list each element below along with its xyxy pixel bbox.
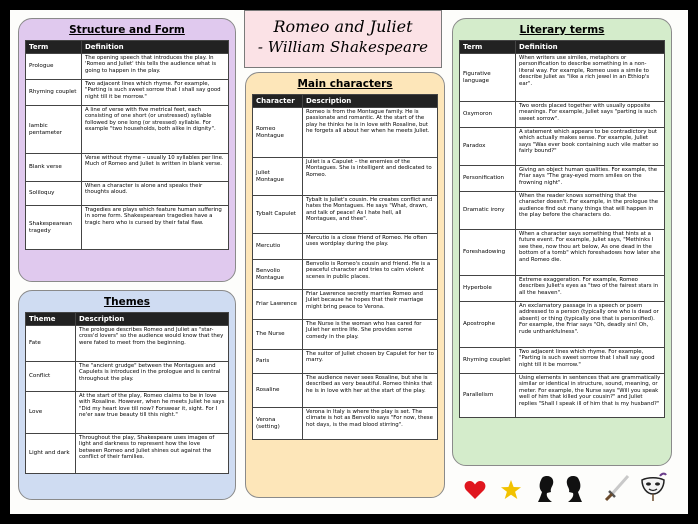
row-definition: Verona in Italy is where the play is set. The climate is hot as Benvolio says "For now, these hot days, is the mad blood stirring". bbox=[303, 408, 438, 440]
table-row bbox=[460, 348, 665, 374]
table-row bbox=[253, 408, 438, 440]
table-row bbox=[460, 302, 665, 348]
column-header-definition: Definition bbox=[82, 41, 229, 54]
row-definition: Tybalt is Juliet's cousin. He creates conflict and hates the Montagues. He says "What, drawn, and talk of peace! As I hate hell, all Montagues, and thee". bbox=[303, 196, 438, 234]
row-term: The Nurse bbox=[253, 320, 303, 350]
row-term: Light and dark bbox=[26, 434, 76, 474]
row-definition: The "ancient grudge" between the Montagues and Capulets is introduced in the prologue and is central throughout the play. bbox=[76, 362, 229, 392]
table-header-row bbox=[26, 41, 229, 54]
row-term: Mercutio bbox=[253, 234, 303, 260]
themes-panel bbox=[18, 290, 236, 500]
row-definition: The audience never sees Rosaline, but she is described as very beautiful. Romeo thinks that he is in love with her at the start of the play. bbox=[303, 374, 438, 408]
row-definition: At the start of the play, Romeo claims to be in love with Rosaline. However, when he meets Juliet he says "Did my heart love till now? Forswear it, sight. For I ne'er saw true beauty till this night." bbox=[76, 392, 229, 434]
row-term: Love bbox=[26, 392, 76, 434]
table-row bbox=[253, 196, 438, 234]
row-term: Foreshadowing bbox=[460, 230, 516, 276]
table-header-row bbox=[26, 313, 229, 326]
row-term: Personification bbox=[460, 166, 516, 192]
row-term: Verona (setting) bbox=[253, 408, 303, 440]
row-definition: Using elements in sentences that are grammatically similar or identical in structure, sound, meaning, or meter. For example, the Nurse says "Will you speak well of him that killed your cousin?" and Juliet replies "Shall I speak ill of him that is my husband?" bbox=[516, 374, 665, 418]
table-row bbox=[460, 166, 665, 192]
structure-heading: Structure and Form bbox=[69, 24, 185, 36]
table-row bbox=[460, 192, 665, 230]
heart-icon bbox=[464, 480, 486, 504]
table-row bbox=[253, 158, 438, 196]
row-definition: A statement which appears to be contradictory but which actually makes sense. For example, Juliet says "Was ever book containing such vile matter so fairly bound?" bbox=[516, 128, 665, 166]
table-row bbox=[26, 54, 229, 80]
row-term: Hyperbole bbox=[460, 276, 516, 302]
table-row bbox=[460, 230, 665, 276]
row-definition: Tragedies are plays which feature human suffering in some form. Shakespearean tragedies have a tragic hero who is cursed by their fatal flaw. bbox=[82, 206, 229, 250]
themes-table bbox=[25, 312, 229, 474]
row-term: Blank verse bbox=[26, 154, 82, 182]
table-row bbox=[26, 80, 229, 106]
silhouette-male-icon bbox=[562, 474, 586, 506]
row-term: Romeo Montague bbox=[253, 108, 303, 158]
column-header-description: Description bbox=[76, 313, 229, 326]
row-definition: The Nurse is the woman who has cared for Juliet her entire life. She provides some comedy in the play. bbox=[303, 320, 438, 350]
characters-heading: Main characters bbox=[297, 78, 393, 90]
row-term: Iambic pentameter bbox=[26, 106, 82, 154]
row-definition: The opening speech that introduces the play. In 'Romeo and Juliet' this tells the audience what is going to happen in the play. bbox=[82, 54, 229, 80]
row-definition: The prologue describes Romeo and Juliet as "star-cross'd lovers" so the audience would know that they were fated to meet from the beginning. bbox=[76, 326, 229, 362]
table-row bbox=[460, 54, 665, 102]
main-characters-panel bbox=[245, 72, 445, 498]
table-row bbox=[26, 392, 229, 434]
row-definition: Extreme exaggeration. For example, Romeo describes Juliet's eyes as "two of the fairest stars in all the heaven". bbox=[516, 276, 665, 302]
column-header-character: Character bbox=[253, 95, 303, 108]
row-definition: Benvolio is Romeo's cousin and friend. He is a peaceful character and tries to calm violent scenes in public places. bbox=[303, 260, 438, 290]
row-definition: Romeo is from the Montague family. He is passionate and romantic. At the start of the play he thinks he is in love with Rosaline, but he forgets all about her when he meets Juliet. bbox=[303, 108, 438, 158]
row-term: Rhyming couplet bbox=[460, 348, 516, 374]
silhouette-female-icon bbox=[534, 474, 558, 506]
row-definition: The suitor of Juliet chosen by Capulet for her to marry. bbox=[303, 350, 438, 374]
table-header-row bbox=[253, 95, 438, 108]
table-row bbox=[253, 108, 438, 158]
row-term: Fate bbox=[26, 326, 76, 362]
row-term: Paradox bbox=[460, 128, 516, 166]
row-definition: Verse without rhyme – usually 10 syllables per line. Much of Romeo and Juliet is written in blank verse. bbox=[82, 154, 229, 182]
column-header-term: Term bbox=[26, 41, 82, 54]
literary-terms-panel bbox=[452, 18, 672, 466]
row-term: Apostrophe bbox=[460, 302, 516, 348]
structure-and-form-panel bbox=[18, 18, 236, 282]
row-definition: Giving an object human qualities. For example, the Friar says "The gray-eyed morn smiles on the frowning night". bbox=[516, 166, 665, 192]
table-row bbox=[253, 290, 438, 320]
structure-table bbox=[25, 40, 229, 250]
row-term: Soliloquy bbox=[26, 182, 82, 206]
row-definition: Mercutio is a close friend of Romeo. He often uses wordplay during the play. bbox=[303, 234, 438, 260]
row-term: Figurative language bbox=[460, 54, 516, 102]
row-definition: Two adjacent lines which rhyme. For example, "Parting is such sweet sorrow that I shall say good night till it be morrow." bbox=[82, 80, 229, 106]
table-row bbox=[26, 182, 229, 206]
row-term: Rosaline bbox=[253, 374, 303, 408]
table-row bbox=[253, 260, 438, 290]
title-line-2: - William Shakespeare bbox=[257, 38, 429, 56]
themes-heading: Themes bbox=[103, 296, 151, 308]
row-term: Prologue bbox=[26, 54, 82, 80]
table-row bbox=[253, 350, 438, 374]
title-line-1: Romeo and Juliet bbox=[273, 17, 413, 36]
literary-table bbox=[459, 40, 665, 418]
decorative-icons-row bbox=[458, 472, 673, 502]
row-term: Rhyming couplet bbox=[26, 80, 82, 106]
star-icon bbox=[500, 479, 522, 505]
table-row bbox=[460, 128, 665, 166]
column-header-definition: Definition bbox=[516, 41, 665, 54]
row-term: Tybalt Capulet bbox=[253, 196, 303, 234]
dagger-icon bbox=[604, 474, 630, 506]
row-definition: When the reader knows something that the character doesn't. For example, in the prologue the audience find out many things that will happen in the play before the characters do. bbox=[516, 192, 665, 230]
row-definition: When writers use similes, metaphors or personification to describe something in a non-literal way. For example, Romeo uses a simile to describe Juliet as "like a rich jewel in an Ethiop's ear". bbox=[516, 54, 665, 102]
row-definition: A line of verse with five metrical feet, each consisting of one short (or unstressed) syllable followed by one long (or stressed) syllable. For example "two households, both alike in dignity". bbox=[82, 106, 229, 154]
table-row bbox=[460, 276, 665, 302]
row-definition: An exclamatory passage in a speech or poem addressed to a person (typically one who is dead or absent) or thing (typically one that is personified). For example, the Friar says "Oh, deadly sin! Oh, rude unthankfulness". bbox=[516, 302, 665, 348]
row-definition: When a character says something that hints at a future event. For example, Juliet says, "Methinks I see thee, now thou art below, As one dead in the bottom of a tomb" which foreshadows how later she and Romeo die. bbox=[516, 230, 665, 276]
title-box bbox=[244, 10, 442, 68]
table-row bbox=[26, 362, 229, 392]
row-term: Oxymoron bbox=[460, 102, 516, 128]
table-header-row bbox=[460, 41, 665, 54]
column-header-description: Description bbox=[303, 95, 438, 108]
table-row bbox=[253, 374, 438, 408]
characters-table bbox=[252, 94, 438, 440]
row-term: Benvolio Montague bbox=[253, 260, 303, 290]
row-term: Shakespearean tragedy bbox=[26, 206, 82, 250]
row-term: Friar Lawrence bbox=[253, 290, 303, 320]
mask-icon bbox=[638, 472, 668, 506]
table-row bbox=[26, 326, 229, 362]
table-row bbox=[253, 320, 438, 350]
table-row bbox=[460, 374, 665, 418]
table-row bbox=[253, 234, 438, 260]
row-definition: Two words placed together with usually opposite meanings. For example, Juliet says "parting is such sweet sorrow". bbox=[516, 102, 665, 128]
row-term: Parallelism bbox=[460, 374, 516, 418]
table-row bbox=[26, 154, 229, 182]
table-row bbox=[26, 434, 229, 474]
row-term: Juliet Montague bbox=[253, 158, 303, 196]
column-header-theme: Theme bbox=[26, 313, 76, 326]
row-definition: Two adjacent lines which rhyme. For example, "Parting is such sweet sorrow that I shall say good night till it be morrow." bbox=[516, 348, 665, 374]
table-row bbox=[460, 102, 665, 128]
row-term: Conflict bbox=[26, 362, 76, 392]
table-row bbox=[26, 206, 229, 250]
row-definition: When a character is alone and speaks their thoughts aloud. bbox=[82, 182, 229, 206]
table-row bbox=[26, 106, 229, 154]
literary-heading: Literary terms bbox=[519, 24, 605, 36]
column-header-term: Term bbox=[460, 41, 516, 54]
row-term: Paris bbox=[253, 350, 303, 374]
row-definition: Friar Lawrence secretly marries Romeo and Juliet because he hopes that their marriage might bring peace to Verona. bbox=[303, 290, 438, 320]
row-term: Dramatic irony bbox=[460, 192, 516, 230]
row-definition: Throughout the play, Shakespeare uses images of light and darkness to represent how the love between Romeo and Juliet shines out against the conflict of their families. bbox=[76, 434, 229, 474]
row-definition: Juliet is a Capulet – the enemies of the Montagues. She is intelligent and dedicated to Romeo. bbox=[303, 158, 438, 196]
